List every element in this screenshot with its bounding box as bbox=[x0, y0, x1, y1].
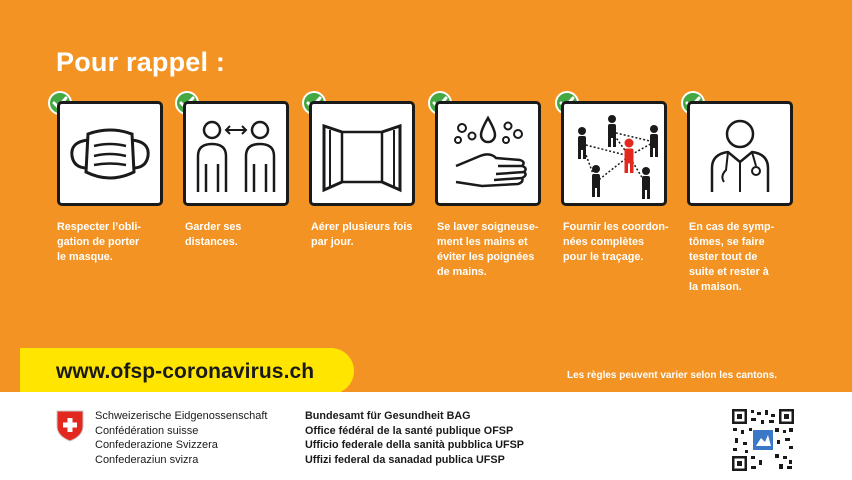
open-window-icon bbox=[312, 104, 412, 203]
doctor-icon bbox=[690, 104, 790, 203]
cantons-note: Les règles peuvent varier selon les cantons. bbox=[567, 370, 778, 381]
measure-card-distance bbox=[183, 101, 289, 206]
measure-card-tracing bbox=[561, 101, 667, 206]
measure-card-doctor bbox=[687, 101, 793, 206]
measure-card-hands bbox=[435, 101, 541, 206]
caption-hands: Se laver soigneuse- ment les mains et éviter les poignées de mains. bbox=[437, 221, 539, 278]
confederation-names: Schweizerische Eidgenossenschaft Confédération suisse Confederazione Svizzera Confederaziun svizra bbox=[95, 410, 268, 466]
distance-people-icon bbox=[186, 104, 286, 203]
measure-card-mask bbox=[57, 101, 163, 206]
caption-window: Aérer plusieurs fois par jour. bbox=[311, 221, 413, 248]
qr-code-icon[interactable] bbox=[731, 408, 795, 472]
caption-tracing: Fournir les coordon- nées complètes pour le traçage. bbox=[563, 221, 669, 263]
website-link[interactable]: www.ofsp-coronavirus.ch bbox=[56, 360, 315, 383]
face-mask-icon bbox=[60, 104, 160, 203]
measure-card-window bbox=[309, 101, 415, 206]
caption-mask: Respecter l’obli- gation de porter le masque. bbox=[57, 221, 141, 263]
caption-distance: Garder ses distances. bbox=[185, 221, 242, 248]
caption-doctor: En cas de symp- tômes, se faire tester tout de suite et rester à la maison. bbox=[689, 221, 775, 293]
swiss-shield-icon bbox=[56, 410, 84, 442]
page-title: Pour rappel : bbox=[56, 47, 226, 77]
contact-tracing-icon bbox=[564, 104, 664, 203]
hand-washing-icon bbox=[438, 104, 538, 203]
office-names: Bundesamt für Gesundheit BAG Office fédéral de la santé publique OFSP Ufficio federale della sanità pubblica UFSP Uffizi federal da sanadad publica UFSP bbox=[305, 410, 524, 466]
